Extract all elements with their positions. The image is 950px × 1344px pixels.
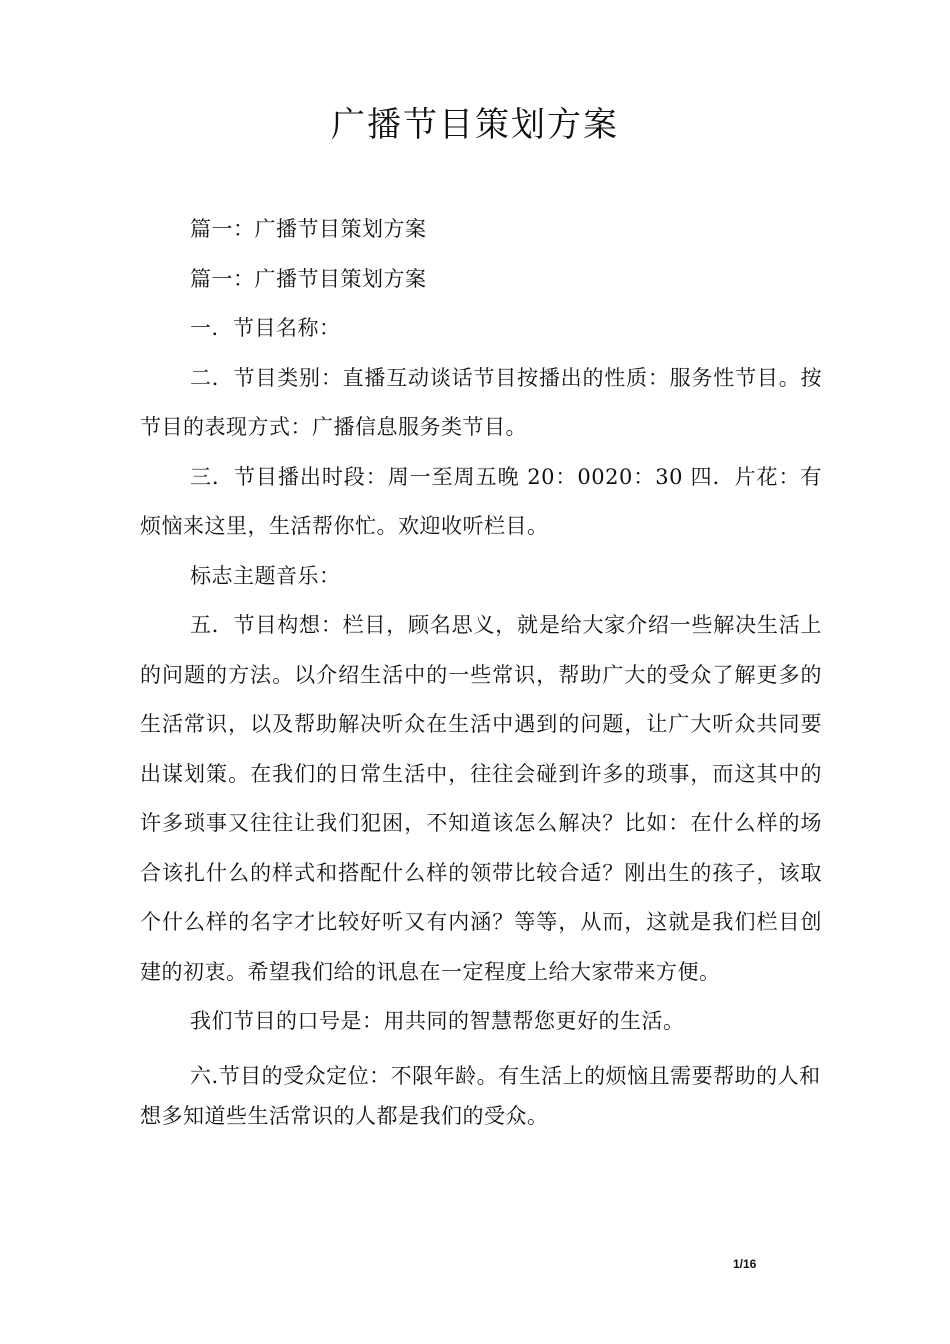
document-body <box>140 205 822 1136</box>
paragraph: 篇一：广播节目策划方案 <box>190 266 427 291</box>
paragraph: 三．节目播出时段：周一至周五晚 20：0020：30 四．片花：有烦恼来这里，生活帮你忙。欢迎收听栏目。 <box>140 464 822 538</box>
paragraph: 五．节目构想：栏目，顾名思义，就是给大家介绍一些解决生活上的问题的方法。以介绍生活中的一些常识，帮助广大的受众了解更多的生活常识，以及帮助解决听众在生活中遇到的问题，让广大听众共同要出谋划策。在我们的日常生活中，往往会碰到许多的琐事，而这其中的许多琐事又往往让我们犯困，不知道该怎么解决？比如：在什么样的场合该扎什么的样式和搭配什么样的领带比较合适？刚出生的孩子，该取个什么样的名字才比较好听又有内涵？等等，从而，这就是我们栏目创建的初衷。希望我们给的讯息在一定程度上给大家带来方便。 <box>140 613 822 984</box>
paragraph: 二．节目类别：直播互动谈话节目按播出的性质：服务性节目。按节目的表现方式：广播信息服务类节目。 <box>140 365 822 439</box>
page-number: 1/16 <box>733 1257 757 1271</box>
paragraph: 一．节目名称： <box>190 316 341 340</box>
paragraph: 我们节目的口号是：用共同的智慧帮您更好的生活。 <box>190 1009 685 1033</box>
paragraph: 标志主题音乐： <box>190 563 341 588</box>
paragraph: 篇一：广播节目策划方案 <box>190 217 427 241</box>
document-title: 广播节目策划方案 <box>331 105 619 145</box>
paragraph: 六.节目的受众定位：不限年龄。有生活上的烦恼且需要帮助的人和想多知道些生活常识的人都是我们的受众。 <box>140 1063 821 1128</box>
